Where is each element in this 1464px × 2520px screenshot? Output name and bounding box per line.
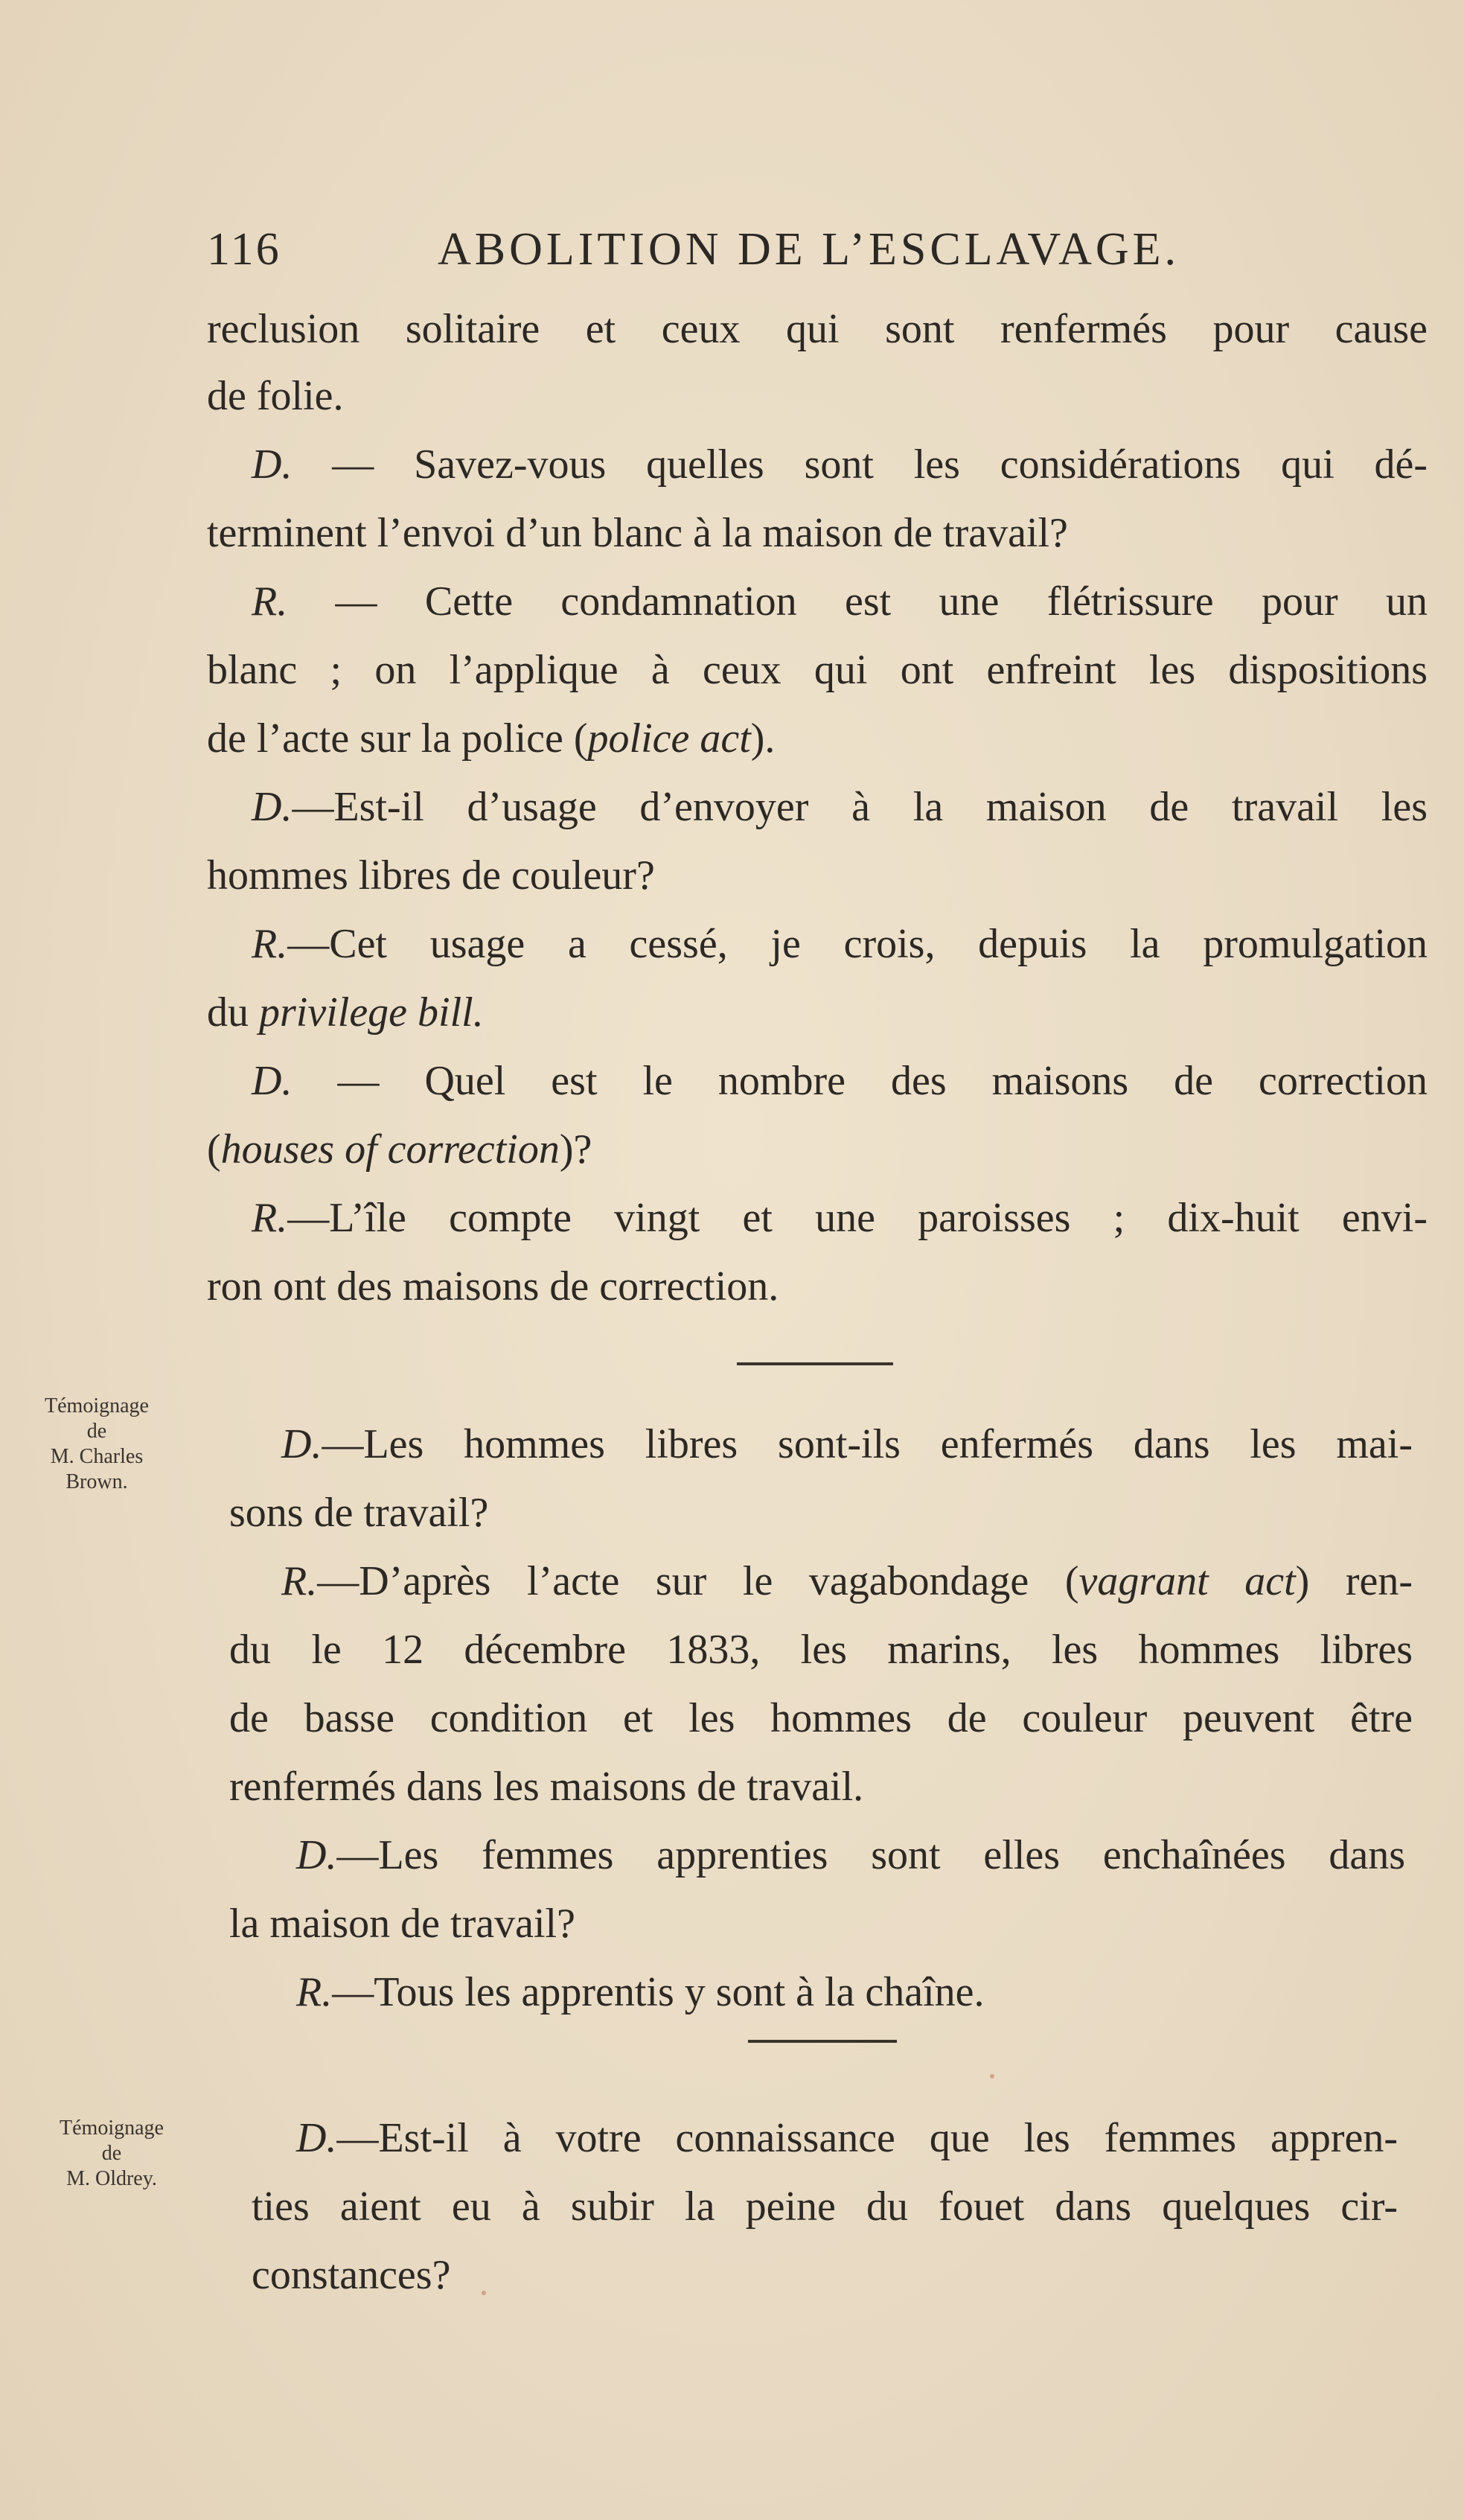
answer-label: R.	[281, 1558, 318, 1604]
answer-label: R.	[252, 921, 288, 967]
running-header	[207, 223, 1219, 283]
answer-label: R.	[296, 1969, 333, 2015]
answer-line	[296, 1966, 985, 2018]
margin-note: Témoignage de M. Oldrey.	[60, 2117, 164, 2190]
answer-line: blanc ; on l’applique à ceux qui ont enfreint les dispositions	[207, 647, 1428, 693]
answer-line: du le 12 décembre 1833, les marins, les hommes libres	[229, 1627, 1413, 1673]
question-line	[252, 438, 1428, 491]
question-line: (houses of correction)?	[207, 1126, 592, 1173]
question-label: D.	[252, 441, 293, 488]
answer-line	[252, 575, 1428, 628]
answer-line: de l’acte sur la police (police act).	[207, 715, 776, 762]
answer-text: —Cet usage a cessé, je crois, depuis la promulgation	[287, 921, 1428, 967]
question-text: — Savez-vous quelles sont les considérations qui dé-	[292, 441, 1428, 488]
question-label: D.	[296, 2115, 337, 2161]
question-line	[252, 1055, 1428, 1107]
question-line	[296, 1829, 1405, 1881]
question-line: ties aient eu à subir la peine du fouet dans quelques cir-	[252, 2184, 1398, 2230]
answer-line: renfermés dans les maisons de travail.	[229, 1764, 864, 1810]
paper-speck	[990, 2074, 994, 2079]
section-separator	[748, 2040, 897, 2043]
answer-label: R.	[252, 1195, 288, 1241]
answer-line: de basse condition et les hommes de couleur peuvent être	[229, 1695, 1413, 1741]
question-text: —Est-il d’usage d’envoyer à la maison de travail les	[292, 784, 1428, 830]
question-line: constances?	[252, 2252, 451, 2298]
question-line	[252, 781, 1428, 833]
margin-note: Témoignage de M. Charles Brown.	[45, 1394, 149, 1493]
answer-text: — Cette condamnation est une flétrissure pour un	[287, 578, 1428, 625]
question-text: — Quel est le nombre des maisons de correction	[292, 1058, 1428, 1104]
text-line: de folie.	[207, 373, 344, 419]
answer-line	[252, 1192, 1428, 1244]
question-label: D.	[281, 1421, 322, 1467]
answer-line: R.—D’après l’acte sur le vagabondage (vagrant act) ren-	[281, 1558, 1413, 1604]
question-line: hommes libres de couleur?	[207, 852, 655, 899]
page-number: 116	[207, 224, 281, 275]
running-title: ABOLITION DE L’ESCLAVAGE.	[438, 224, 1180, 275]
answer-line	[252, 918, 1428, 970]
section-separator	[737, 1362, 893, 1365]
question-line	[281, 1418, 1413, 1470]
answer-line: du privilege bill.	[207, 989, 484, 1036]
question-label: D.	[296, 1832, 337, 1878]
question-label: D.	[252, 784, 293, 830]
question-text: —Est-il à votre connaissance que les femmes appren-	[336, 2115, 1398, 2161]
answer-text: —Tous les apprentis y sont à la chaîne.	[332, 1969, 985, 2015]
question-line: sons de travail?	[229, 1490, 489, 1536]
question-line: la maison de travail?	[229, 1901, 575, 1947]
answer-line: ron ont des maisons de correction.	[207, 1263, 779, 1310]
question-label: D.	[252, 1058, 293, 1104]
question-line	[296, 2112, 1398, 2164]
question-line: terminent l’envoi d’un blanc à la maison de travail?	[207, 510, 1068, 556]
answer-text: —L’île compte vingt et une paroisses ; dix-huit envi-	[287, 1195, 1428, 1241]
paper-speck	[482, 2291, 486, 2295]
question-text: —Les femmes apprenties sont elles enchaînées dans	[336, 1832, 1405, 1878]
answer-label: R.	[252, 578, 288, 625]
question-text: —Les hommes libres sont-ils enfermés dans les mai-	[322, 1421, 1413, 1467]
text-line: reclusion solitaire et ceux qui sont renfermés pour cause	[207, 306, 1428, 352]
